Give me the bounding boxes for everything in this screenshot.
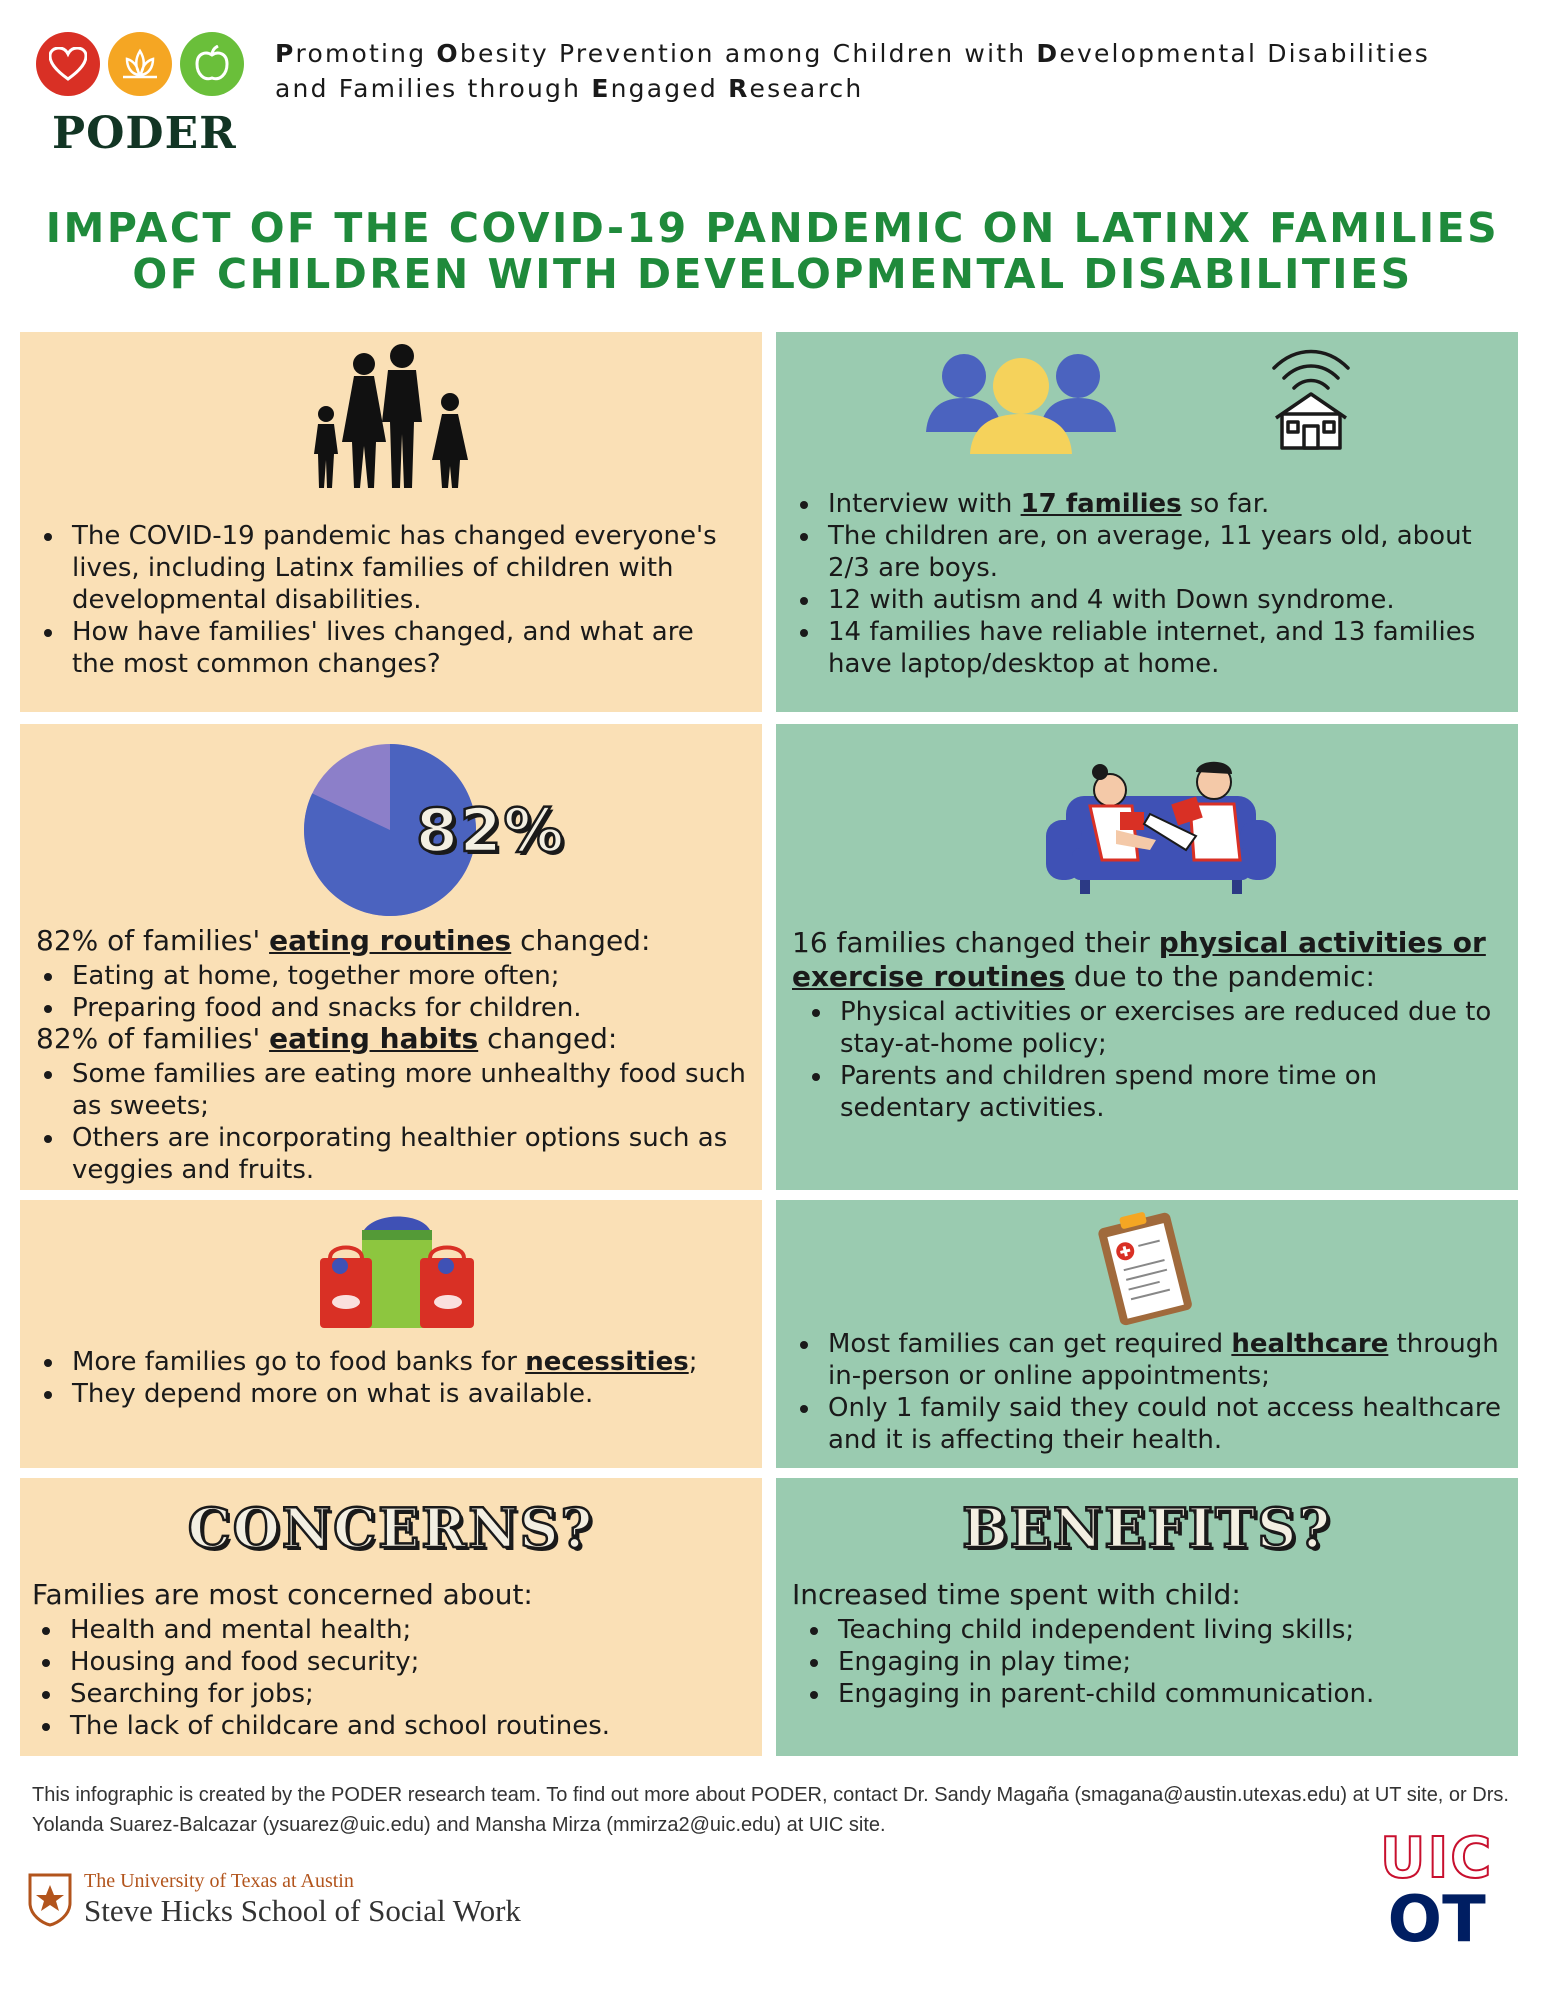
intro-bullets <box>38 520 738 680</box>
list-item: The COVID-19 pandemic has changed everyone's lives, including Latinx families of children with developmental disabilities. <box>38 520 738 616</box>
list-item: Searching for jobs; <box>36 1678 756 1710</box>
concerns-bullets <box>36 1614 756 1742</box>
list-item: Eating at home, together more often; <box>38 960 758 992</box>
list-item: Only 1 family said they could not access healthcare and it is affecting their health. <box>794 1392 1514 1456</box>
activity-bullets <box>806 996 1506 1124</box>
intro-panel <box>20 332 762 712</box>
eating-habits-text: 82% of families' eating habits changed: <box>36 1022 618 1055</box>
uic-ot-logo <box>1380 1826 1494 1957</box>
list-item: Health and mental health; <box>36 1614 756 1646</box>
list-item: 14 families have reliable internet, and 13 families have laptop/desktop at home. <box>794 616 1514 680</box>
school-name: Steve Hicks School of Social Work <box>84 1893 521 1928</box>
food-panel <box>20 1200 762 1468</box>
list-item: Interview with 17 families so far. <box>794 488 1514 520</box>
benefits-lead: Increased time spent with child: <box>792 1578 1241 1611</box>
pie-percent-label: 82% <box>416 796 566 866</box>
benefits-panel <box>776 1478 1518 1756</box>
header <box>0 0 1545 180</box>
eating-habits-bullets <box>38 1058 758 1186</box>
people-group-icon <box>926 346 1116 456</box>
uic-text: UIC <box>1380 1826 1494 1891</box>
activity-panel <box>776 724 1518 1190</box>
sample-panel <box>776 332 1518 712</box>
lotus-icon <box>108 32 172 96</box>
ut-austin-logo <box>28 1870 521 1929</box>
eating-routines-bullets <box>38 960 758 1024</box>
benefits-bullets <box>804 1614 1504 1710</box>
concerns-lead: Families are most concerned about: <box>32 1578 533 1611</box>
tagline-line-1: Promoting Obesity Prevention among Children with Developmental Disabilities <box>275 39 1431 68</box>
list-item: Some families are eating more unhealthy food such as sweets; <box>38 1058 758 1122</box>
heart-icon <box>36 32 100 96</box>
clipboard-medical-icon <box>1094 1208 1204 1328</box>
list-item: How have families' lives changed, and what are the most common changes? <box>38 616 738 680</box>
list-item: Others are incorporating healthier options such as veggies and fruits. <box>38 1122 758 1186</box>
grocery-bags-icon <box>316 1210 476 1330</box>
ot-text: OT <box>1387 1883 1486 1957</box>
list-item: Physical activities or exercises are reduced due to stay-at-home policy; <box>806 996 1506 1060</box>
healthcare-panel <box>776 1200 1518 1468</box>
page-title: IMPACT OF THE COVID-19 PANDEMIC ON LATINX FAMILIES OF CHILDREN WITH DEVELOPMENTAL DISABILITIES <box>45 204 1500 298</box>
list-item: They depend more on what is available. <box>38 1378 758 1410</box>
list-item: Most families can get required healthcare through in-person or online appointments; <box>794 1328 1514 1392</box>
apple-icon <box>180 32 244 96</box>
eating-panel <box>20 724 762 1190</box>
list-item: Engaging in parent-child communication. <box>804 1678 1504 1710</box>
poder-logo-text: PODER <box>52 108 237 159</box>
healthcare-bullets <box>794 1328 1514 1456</box>
list-item: Preparing food and snacks for children. <box>38 992 758 1024</box>
food-bullets <box>38 1346 758 1410</box>
activity-lead-text: 16 families changed their physical activities or exercise routines due to the pandemic: <box>792 926 1486 993</box>
list-item: Parents and children spend more time on sedentary activities. <box>806 1060 1506 1124</box>
benefits-heading: BENEFITS? <box>962 1496 1332 1560</box>
tagline-line-2: and Families through Engaged Research <box>275 74 864 103</box>
eating-routines-text: 82% of families' eating routines changed: <box>36 924 651 957</box>
list-item: Teaching child independent living skills; <box>804 1614 1504 1646</box>
couch-kids-icon <box>1046 750 1276 900</box>
poder-logo-icons <box>36 32 244 96</box>
footer-contact-text: This infographic is created by the PODER research team. To find out more about PODER, contact Dr. Sandy Magaña (smagana@austin.utexas.edu) at UT site, or Drs. Yolanda Suarez-Balcazar (ysuarez@uic.edu) and Mansha Mirza (mmirza2@uic.edu) at UIC site. <box>32 1784 1509 1836</box>
tagline <box>275 36 1475 106</box>
concerns-panel <box>20 1478 762 1756</box>
list-item: The lack of childcare and school routines. <box>36 1710 756 1742</box>
wifi-house-icon <box>1266 342 1356 452</box>
list-item: Housing and food security; <box>36 1646 756 1678</box>
sample-bullets <box>794 488 1514 680</box>
list-item: More families go to food banks for necessities; <box>38 1346 758 1378</box>
ut-seal-icon <box>28 1873 72 1927</box>
list-item: The children are, on average, 11 years old, about 2/3 are boys. <box>794 520 1514 584</box>
concerns-heading: CONCERNS? <box>187 1496 595 1560</box>
list-item: 12 with autism and 4 with Down syndrome. <box>794 584 1514 616</box>
list-item: Engaging in play time; <box>804 1646 1504 1678</box>
ut-name: The University of Texas at Austin <box>84 1870 354 1892</box>
family-silhouette-icon <box>312 342 482 492</box>
